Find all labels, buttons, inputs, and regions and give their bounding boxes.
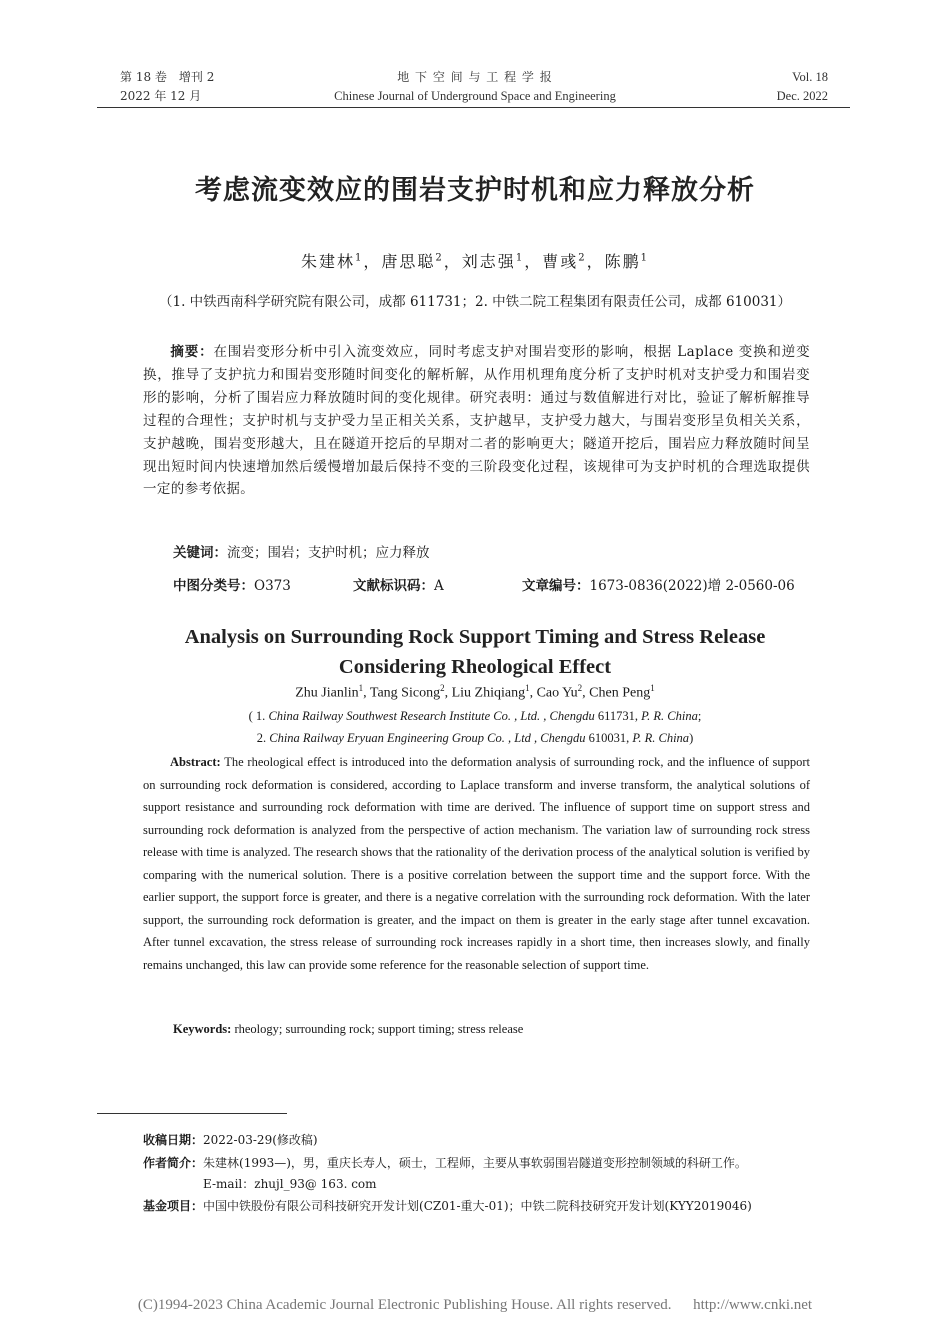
- keywords-label-en: Keywords:: [173, 1022, 232, 1036]
- keywords-label-cn: 关键词：: [173, 545, 227, 561]
- abstract-en: [143, 751, 810, 976]
- keywords-text-en: rheology; surrounding rock; support timing; stress release: [234, 1022, 524, 1036]
- author-name-en: Tang Sicong: [369, 685, 441, 701]
- author-affil-mark: 2: [435, 252, 444, 264]
- title-en-line2: Considering Rheological Effect: [338, 656, 612, 678]
- affiliation-cn: （1. 中铁西南科学研究院有限公司，成都 611731；2. 中铁二院工程集团有限责任公司，成都 610031）: [159, 294, 791, 310]
- author-name: 曹彧: [542, 252, 579, 271]
- author-affil-mark: 2: [578, 252, 587, 264]
- author-affil-mark: 1: [355, 252, 364, 264]
- affiliation-en-line1: [100, 709, 850, 724]
- running-header-left: [120, 68, 214, 106]
- copyright-line: [0, 1297, 950, 1314]
- author-name-en: Zhu Jianlin: [295, 685, 359, 701]
- author-affil-mark: 1: [640, 252, 649, 264]
- cnki-url[interactable]: http://www.cnki.net: [693, 1297, 813, 1313]
- footnote-email: E-mail：zhujl_93@ 163. com: [203, 1177, 377, 1191]
- author-name-en: Cao Yu: [536, 685, 578, 701]
- author-affil-mark-en: 1: [358, 683, 364, 693]
- clc-number: [173, 574, 291, 594]
- affil-en-institution: China Railway Southwest Research Institute Co. , Ltd. , Chengdu: [268, 709, 595, 723]
- footnote-author-bio: [143, 1153, 843, 1173]
- abstract-label-cn: 摘要：: [170, 344, 214, 360]
- clc-label: 中图分类号：: [173, 578, 254, 594]
- fund-label: 基金项目：: [143, 1199, 204, 1213]
- keywords-en: [173, 1022, 523, 1037]
- affil-en-country: P. R. China: [641, 709, 698, 723]
- running-header-right: [700, 68, 828, 106]
- copyright-text: (C)1994-2023 China Academic Journal Electronic Publishing House. All rights reserved.: [137, 1297, 672, 1313]
- affil-en-country: P. R. China: [632, 731, 690, 745]
- footnote-rule: [97, 1113, 287, 1114]
- author-list-en: Zhu Jianlin$^1$, Tang Sicong$^2$, Liu Zhiqiang$^1$, Cao Yu$^2$, Chen Peng$^1$: [295, 683, 655, 701]
- issue-date-cn: 2022 年 12 月: [120, 89, 202, 103]
- author-bio-label: 作者简介：: [143, 1156, 204, 1170]
- issue-date-en: Dec. 2022: [776, 89, 828, 103]
- author-bio-value: 朱建林(1993—)，男，重庆长寿人，硕士，工程师，主要从事软弱围岩隧道变形控制领域的科研工作。: [203, 1156, 747, 1170]
- author-affil-mark-en: 2: [440, 683, 445, 693]
- author-name-en: Liu Zhiqiang: [451, 685, 526, 701]
- clc-value: O373: [254, 578, 291, 594]
- keywords-cn: [173, 541, 430, 561]
- affil-en-prefix: 2.: [256, 731, 267, 745]
- volume-issue: 第 18 卷 增刊 2: [120, 70, 215, 84]
- article-number-value: 1673-0836(2022)增 2-0560-06: [589, 578, 795, 594]
- author-affil-mark-en: 2: [577, 683, 583, 693]
- affil-en-end: ): [689, 731, 694, 745]
- affil-en-postcode: 610031,: [588, 731, 630, 745]
- paper-title-en: [100, 622, 850, 682]
- affil-en-end: ;: [697, 709, 702, 723]
- paper-title-cn: 考虑流变效应的围岩支护时机和应力释放分析: [195, 175, 755, 206]
- author-affil-mark-en: 1: [650, 683, 655, 693]
- article-number-label: 文章编号：: [522, 578, 590, 594]
- author-name: 朱建林: [300, 252, 355, 271]
- keywords-text-cn: 流变；围岩；支护时机；应力释放: [227, 545, 430, 561]
- abstract-cn: [143, 341, 810, 501]
- author-list-cn: 朱建林$^1$，唐思聪$^2$，刘志强$^1$，曹彧$^2$，陈鹏$^1$: [300, 252, 649, 271]
- abstract-text-cn: 在围岩变形分析中引入流变效应，同时考虑支护对围岩变形的影响，根据 Laplace 变换和逆变换，推导了支护抗力和围岩变形随时间变化的解析解，从作用机理角度分析了支护时机对支护受力和围岩变形的影响，分析了围岩应力释放随时间的变化规律。研究表明：通过与数值解进行对比，验证了解析解推导过程的合理性；支护时机与支护受力呈正相关关系，支护越早，支护受力越大，与围岩变形呈负相关关系，支护越晚，围岩变形越大，且在隧道开挖后的早期对二者的影响更大；隧道开挖后，围岩应力释放随时间呈现出短时间内快速增加然后缓慢增加最后保持不变的三阶段变化过程，该规律可为支护时机的合理选取提供一定的参考依据。: [143, 344, 810, 498]
- affil-en-postcode: 611731,: [597, 709, 638, 723]
- journal-name-cn: 地 下 空 间 与 工 程 学 报: [397, 70, 553, 84]
- document-code: [353, 574, 444, 594]
- author-name: 刘志强: [461, 252, 516, 271]
- doc-code-value: A: [434, 578, 444, 594]
- doc-code-label: 文献标识码：: [353, 578, 434, 594]
- author-name-en: Chen Peng: [589, 685, 651, 701]
- author-affil-mark: 1: [515, 252, 525, 264]
- footnote-received: [143, 1130, 843, 1150]
- abstract-label-en: Abstract:: [170, 755, 221, 769]
- footnote-fund: [143, 1196, 843, 1216]
- author-name: 唐思聪: [381, 252, 436, 271]
- received-value: 2022-03-29(修改稿): [203, 1133, 318, 1147]
- header-rule: [97, 107, 850, 108]
- journal-name-en: Chinese Journal of Underground Space and Engineering: [334, 89, 616, 103]
- received-label: 收稿日期：: [143, 1133, 204, 1147]
- affiliation-en-line2: [100, 731, 850, 746]
- affil-en-institution: China Railway Eryuan Engineering Group Co. , Ltd , Chengdu: [269, 731, 586, 745]
- article-number: [522, 574, 795, 594]
- author-name: 陈鹏: [604, 252, 641, 271]
- abstract-text-en: The rheological effect is introduced into the deformation analysis of surrounding rock, and the influence of support on surrounding rock deformation is considered, according to Laplace transform and inverse transform, the analytical solutions of support resistance and surrounding rock deformation with time are derived. The influence of support time on support stress and surrounding rock deformation is analyzed from the perspective of action mechanism. The variation law of surrounding rock stress release with time is analyzed. The research shows that the rationality of the derivation process of the analytical solution is verified by comparing with the numerical solution. There is a positive correlation between the support time and the support force. With the earlier support, the support force is greater, and there is a negative correlation with the surrounding rock deformation. With the later support, the surrounding rock deformation is greater, and the impact on them is greater in the early stage after tunnel excavation. After tunnel excavation, the stress release of surrounding rock increases rapidly in a short time, then increases slowly, and finally remains unchanged, this law can provide some reference for the reasonable selection of support time.: [143, 755, 810, 972]
- fund-value: 中国中铁股份有限公司科技研究开发计划(CZ01-重大-01)；中铁二院科技研究开发计划(KYY2019046): [203, 1199, 752, 1213]
- running-header-center: [300, 68, 650, 106]
- author-affil-mark-en: 1: [525, 683, 530, 693]
- title-en-line1: Analysis on Surrounding Rock Support Timing and Stress Release: [184, 626, 766, 648]
- affil-en-prefix: ( 1.: [248, 709, 266, 723]
- volume-en: Vol. 18: [792, 70, 828, 84]
